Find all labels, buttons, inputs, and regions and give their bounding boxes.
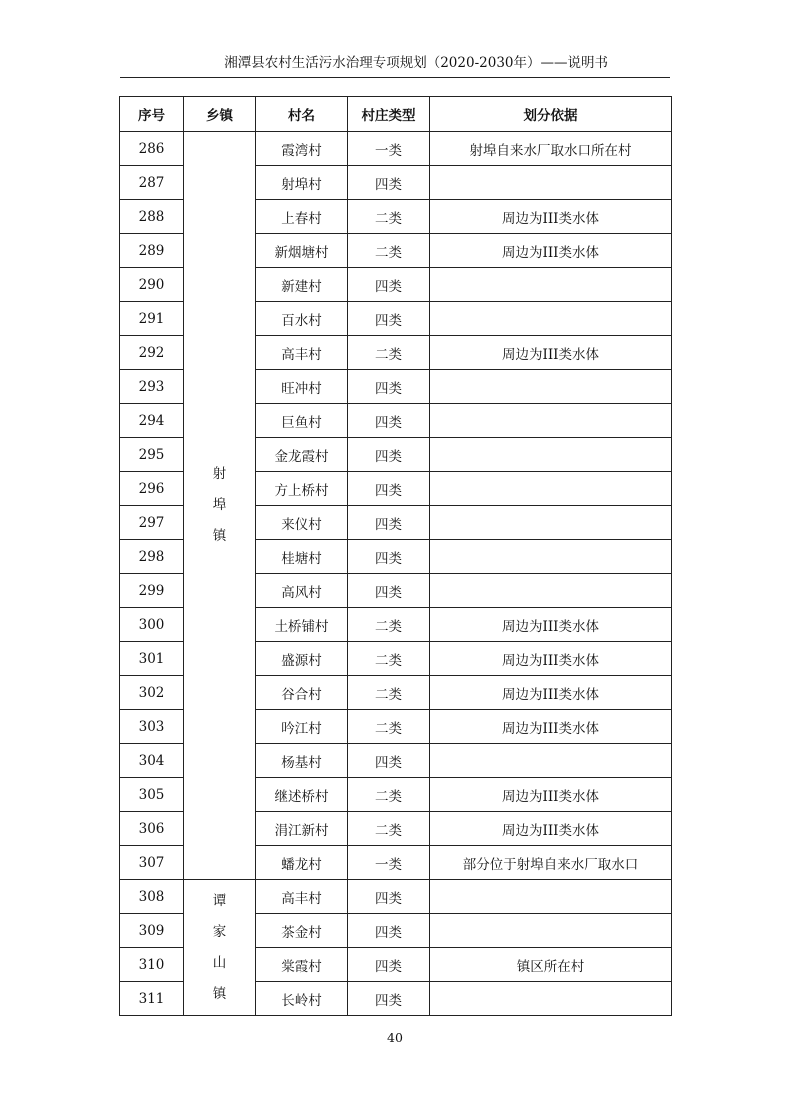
classification-basis: 周边为III类水体 bbox=[430, 676, 672, 710]
village-name: 茶金村 bbox=[256, 914, 348, 948]
classification-basis bbox=[430, 404, 672, 438]
village-type: 二类 bbox=[348, 234, 430, 268]
town-name-char: 镇 bbox=[212, 985, 227, 1002]
village-type: 四类 bbox=[348, 744, 430, 778]
town-name-char: 家 bbox=[212, 923, 227, 940]
village-name: 高风村 bbox=[256, 574, 348, 608]
row-number: 300 bbox=[120, 608, 184, 642]
classification-basis bbox=[430, 438, 672, 472]
village-name: 方上桥村 bbox=[256, 472, 348, 506]
classification-basis: 周边为III类水体 bbox=[430, 234, 672, 268]
column-header: 划分依据 bbox=[430, 97, 672, 132]
village-type: 四类 bbox=[348, 506, 430, 540]
village-type: 四类 bbox=[348, 574, 430, 608]
village-type: 二类 bbox=[348, 778, 430, 812]
village-name: 蟠龙村 bbox=[256, 846, 348, 880]
row-number: 306 bbox=[120, 812, 184, 846]
classification-basis: 周边为III类水体 bbox=[430, 778, 672, 812]
village-type: 四类 bbox=[348, 404, 430, 438]
classification-basis bbox=[430, 472, 672, 506]
column-header: 乡镇 bbox=[184, 97, 256, 132]
classification-basis: 射埠自来水厂取水口所在村 bbox=[430, 132, 672, 166]
village-name: 涓江新村 bbox=[256, 812, 348, 846]
village-type: 四类 bbox=[348, 948, 430, 982]
classification-basis: 周边为III类水体 bbox=[430, 710, 672, 744]
row-number: 310 bbox=[120, 948, 184, 982]
table-body bbox=[120, 132, 672, 1016]
row-number: 297 bbox=[120, 506, 184, 540]
row-number: 291 bbox=[120, 302, 184, 336]
row-number: 299 bbox=[120, 574, 184, 608]
village-type: 二类 bbox=[348, 812, 430, 846]
row-number: 287 bbox=[120, 166, 184, 200]
row-number: 286 bbox=[120, 132, 184, 166]
town-name bbox=[184, 886, 255, 1010]
village-type: 一类 bbox=[348, 846, 430, 880]
village-type: 四类 bbox=[348, 268, 430, 302]
page-number: 40 bbox=[387, 1030, 403, 1045]
village-type: 四类 bbox=[348, 540, 430, 574]
village-name: 长岭村 bbox=[256, 982, 348, 1016]
row-number: 311 bbox=[120, 982, 184, 1016]
row-number: 309 bbox=[120, 914, 184, 948]
classification-basis bbox=[430, 506, 672, 540]
village-type: 四类 bbox=[348, 880, 430, 914]
village-type: 二类 bbox=[348, 676, 430, 710]
village-name: 百水村 bbox=[256, 302, 348, 336]
row-number: 303 bbox=[120, 710, 184, 744]
row-number: 289 bbox=[120, 234, 184, 268]
row-number: 298 bbox=[120, 540, 184, 574]
row-number: 292 bbox=[120, 336, 184, 370]
classification-basis bbox=[430, 914, 672, 948]
classification-basis bbox=[430, 880, 672, 914]
running-header bbox=[120, 50, 670, 78]
row-number: 294 bbox=[120, 404, 184, 438]
row-number: 288 bbox=[120, 200, 184, 234]
row-number: 301 bbox=[120, 642, 184, 676]
classification-basis: 周边为III类水体 bbox=[430, 200, 672, 234]
village-name: 射埠村 bbox=[256, 166, 348, 200]
village-name: 新烟塘村 bbox=[256, 234, 348, 268]
row-number: 295 bbox=[120, 438, 184, 472]
village-name: 来仪村 bbox=[256, 506, 348, 540]
table-header-row bbox=[120, 97, 672, 132]
village-name: 霞湾村 bbox=[256, 132, 348, 166]
village-name: 高丰村 bbox=[256, 336, 348, 370]
row-number: 305 bbox=[120, 778, 184, 812]
village-type: 一类 bbox=[348, 132, 430, 166]
village-type: 二类 bbox=[348, 642, 430, 676]
village-classification-table bbox=[119, 96, 672, 1016]
town-name-char: 镇 bbox=[212, 528, 227, 544]
row-number: 302 bbox=[120, 676, 184, 710]
town-name-char: 埠 bbox=[212, 497, 227, 513]
classification-basis: 周边为III类水体 bbox=[430, 812, 672, 846]
village-type: 四类 bbox=[348, 472, 430, 506]
village-name: 上春村 bbox=[256, 200, 348, 234]
row-number: 304 bbox=[120, 744, 184, 778]
classification-basis bbox=[430, 982, 672, 1016]
classification-basis: 部分位于射埠自来水厂取水口 bbox=[430, 846, 672, 880]
town-name-char: 谭 bbox=[212, 892, 227, 909]
classification-basis bbox=[430, 370, 672, 404]
classification-basis bbox=[430, 302, 672, 336]
village-name: 谷合村 bbox=[256, 676, 348, 710]
column-header: 村庄类型 bbox=[348, 97, 430, 132]
row-number: 307 bbox=[120, 846, 184, 880]
town-name-cell bbox=[184, 880, 256, 1016]
village-name: 盛源村 bbox=[256, 642, 348, 676]
village-name: 杨基村 bbox=[256, 744, 348, 778]
village-name: 新建村 bbox=[256, 268, 348, 302]
town-name-cell bbox=[184, 132, 256, 880]
town-name-char: 山 bbox=[212, 954, 227, 971]
town-name bbox=[184, 459, 255, 552]
classification-basis bbox=[430, 744, 672, 778]
village-name: 吟江村 bbox=[256, 710, 348, 744]
classification-basis bbox=[430, 574, 672, 608]
classification-basis: 周边为III类水体 bbox=[430, 642, 672, 676]
classification-basis: 周边为III类水体 bbox=[430, 608, 672, 642]
classification-basis: 镇区所在村 bbox=[430, 948, 672, 982]
table-row bbox=[120, 880, 672, 914]
classification-basis bbox=[430, 268, 672, 302]
village-name: 土桥铺村 bbox=[256, 608, 348, 642]
village-name: 金龙霞村 bbox=[256, 438, 348, 472]
row-number: 290 bbox=[120, 268, 184, 302]
classification-basis bbox=[430, 540, 672, 574]
village-name: 棠霞村 bbox=[256, 948, 348, 982]
village-type: 四类 bbox=[348, 166, 430, 200]
table-row bbox=[120, 132, 672, 166]
village-name: 继述桥村 bbox=[256, 778, 348, 812]
classification-basis bbox=[430, 166, 672, 200]
village-type: 四类 bbox=[348, 302, 430, 336]
column-header: 村名 bbox=[256, 97, 348, 132]
village-type: 四类 bbox=[348, 438, 430, 472]
row-number: 296 bbox=[120, 472, 184, 506]
column-header: 序号 bbox=[120, 97, 184, 132]
village-type: 二类 bbox=[348, 710, 430, 744]
row-number: 293 bbox=[120, 370, 184, 404]
row-number: 308 bbox=[120, 880, 184, 914]
document-title: 湘潭县农村生活污水治理专项规划（2020-2030年）——说明书 bbox=[224, 55, 608, 71]
classification-basis: 周边为III类水体 bbox=[430, 336, 672, 370]
village-type: 四类 bbox=[348, 982, 430, 1016]
village-type: 二类 bbox=[348, 200, 430, 234]
town-name-char: 射 bbox=[212, 466, 227, 482]
village-type: 二类 bbox=[348, 608, 430, 642]
village-type: 四类 bbox=[348, 914, 430, 948]
village-name: 旺冲村 bbox=[256, 370, 348, 404]
village-type: 二类 bbox=[348, 336, 430, 370]
village-type: 四类 bbox=[348, 370, 430, 404]
village-name: 巨鱼村 bbox=[256, 404, 348, 438]
village-name: 桂塘村 bbox=[256, 540, 348, 574]
village-name: 高丰村 bbox=[256, 880, 348, 914]
